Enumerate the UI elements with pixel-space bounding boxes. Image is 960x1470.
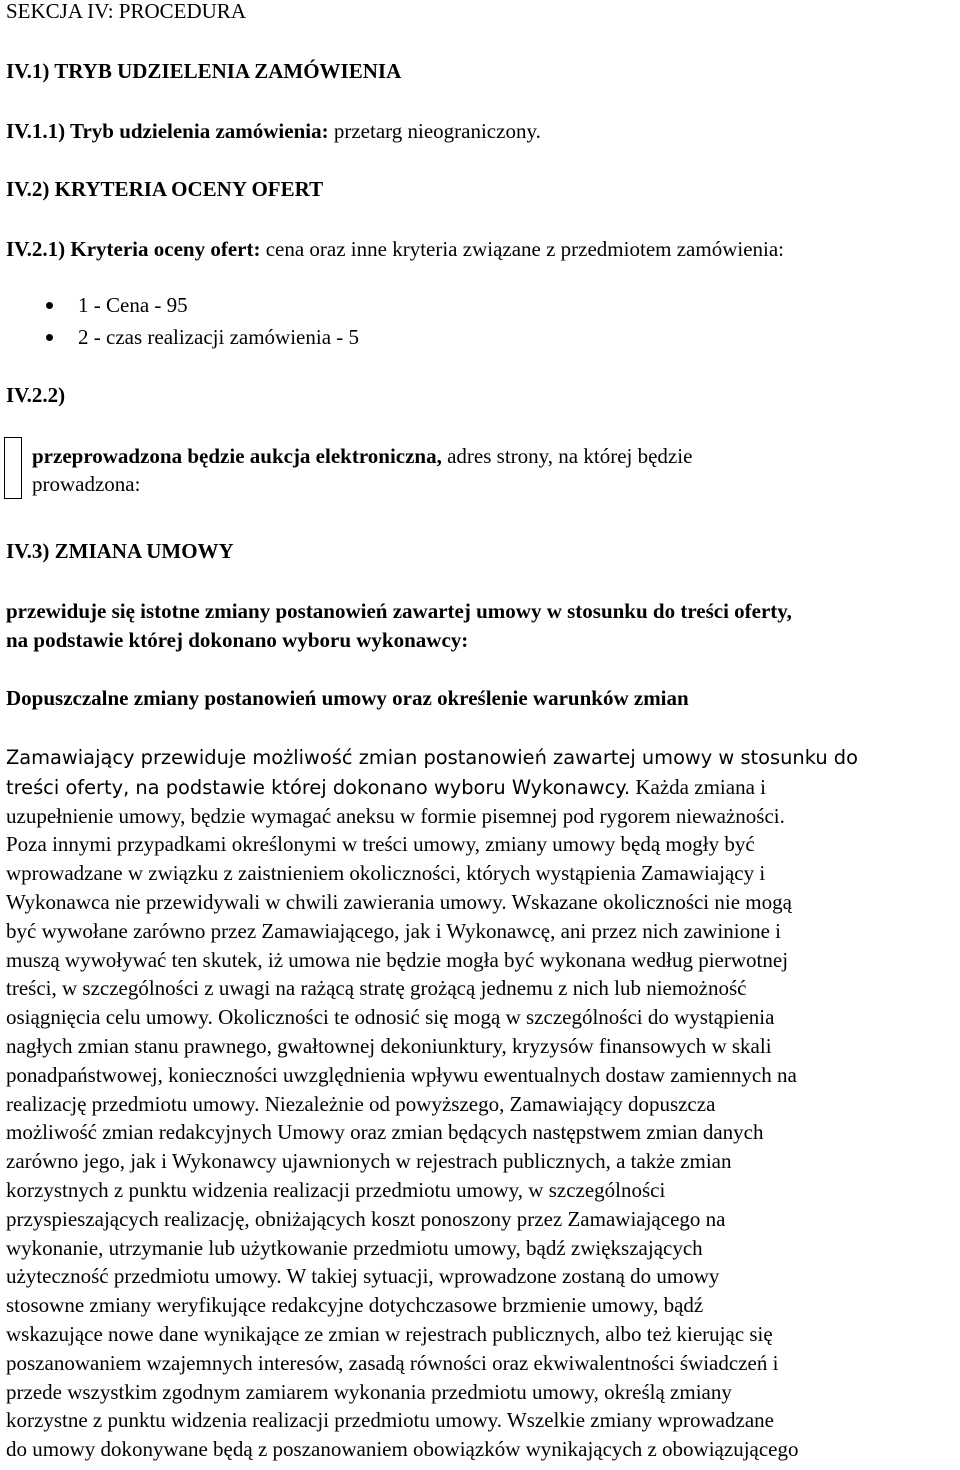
kryteria-heading: IV.2) KRYTERIA OCENY OFERT bbox=[6, 177, 324, 201]
kryteria-sub-heading: IV.2.2) bbox=[6, 383, 66, 407]
auction-label bbox=[32, 442, 692, 498]
list-item: 2 - czas realizacji zamówienia - 5 bbox=[46, 324, 359, 356]
tryb-item-label: IV.1.1) Tryb udzielenia zamówienia: bbox=[6, 119, 329, 143]
auction-label-bold: przeprowadzona będzie aukcja elektroniczna, bbox=[32, 444, 442, 468]
auction-label-line2: prowadzona: bbox=[32, 472, 141, 496]
zmiana-bold-line2: na podstawie której dokonano wyboru wykonawcy: bbox=[6, 628, 469, 652]
zmiana-bold-line1: przewiduje się istotne zmiany postanowień zawartej umowy w stosunku do treści oferty, bbox=[6, 599, 792, 623]
kryteria-item-label: IV.2.1) Kryteria oceny ofert: bbox=[6, 237, 261, 261]
auction-checkbox[interactable] bbox=[4, 437, 22, 499]
tryb-item-value: przetarg nieograniczony. bbox=[328, 119, 541, 143]
tryb-item bbox=[6, 118, 541, 144]
zmiana-subheading: Dopuszczalne zmiany postanowień umowy oraz określenie warunków zmian bbox=[6, 686, 689, 710]
bullet-icon bbox=[46, 302, 53, 309]
auction-label-rest: adres strony, na której będzie bbox=[441, 444, 693, 468]
kryteria-item bbox=[6, 236, 784, 262]
kryteria-item-value: cena oraz inne kryteria związane z przedmiotem zamówienia: bbox=[260, 237, 785, 261]
kryteria-list bbox=[46, 292, 359, 356]
zmiana-paragraph: Zamawiający przewiduje możliwość zmian postanowień zawartej umowy w stosunku do treści oferty, na podstawie której dokonano wyboru Wykonawcy. Każda zmiana i uzupełnienie umowy, będzie wymagać aneksu w formie pisemnej pod rygorem nieważności. Poza innymi przypadkami określonymi w treści umowy, zmiany umowy będą mogły być wprowadzane w związku z zaistnieniem okoliczności, których wystąpienia Zamawiający i Wykonawca nie przewidywali w chwili zawierania umowy. Wskazane okoliczności nie mogą być wywołane zarówno przez Zamawiającego, jak i Wykonawcę, ani przez nich zawinione i muszą wywoływać ten skutek, iż umowa nie będzie mogła być wykonana według pierwotnej treści, w szczególności z uwagi na rażącą stratę grożącą jednemu z nich lub niemożność osiągnięcia celu umowy. Okoliczności te odnosić się mogą w szczególności do wystąpienia nagłych zmian stanu prawnego, gwałtownej dekoniunktury, kryzysów finansowych w skali ponadpaństwowej, konieczności uwzględnienia wpływu ewentualnych dostaw zamiennych na realizację przedmiotu umowy. Niezależnie od powyższego, Zamawiający dopuszcza możliwość zmian redakcyjnych Umowy oraz zmian będących następstwem zmian danych zarówno jego, jak i Wykonawcy ujawnionych w rejestrach publicznych, a także zmian korzystnych z punktu widzenia realizacji przedmiotu umowy, w szczególności przyspieszających realizację, obniżających koszt ponoszony przez Zamawiającego na wykonanie, utrzymanie lub użytkowanie przedmiotu umowy, bądź zwiększających użyteczność przedmiotu umowy. W takiej sytuacji, wprowadzone zostaną do umowy stosowne zmiany weryfikujące redakcyjne dotychczasowe brzmienie umowy, bądź wskazujące nowe dane wynikające ze zmian w rejestrach publicznych, albo też kierując się poszanowaniem wzajemnych interesów, zasadą równości oraz ekwiwalentności świadczeń i przede wszystkim zgodnym zamiarem wykonania przedmiotu umowy, określą zmiany korzystne z punktu widzenia realizacji przedmiotu umowy. Wszelkie zmiany wprowadzane do umowy dokonywane będą z poszanowaniem obowiązków wynikających z obowiązującego bbox=[6, 746, 858, 1462]
bullet-icon bbox=[46, 334, 53, 341]
section-title: SEKCJA IV: PROCEDURA bbox=[6, 0, 246, 23]
tryb-heading: IV.1) TRYB UDZIELENIA ZAMÓWIENIA bbox=[6, 59, 402, 83]
list-item: 1 - Cena - 95 bbox=[46, 292, 359, 324]
zmiana-heading: IV.3) ZMIANA UMOWY bbox=[6, 539, 234, 563]
